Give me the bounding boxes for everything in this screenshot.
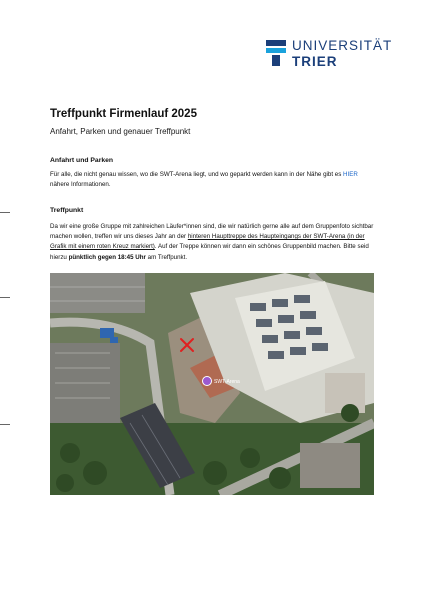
page-title: Treffpunkt Firmenlauf 2025	[50, 108, 197, 120]
paragraph-anfahrt	[50, 170, 375, 190]
page-subtitle: Anfahrt, Parken und genauer Treffpunkt	[50, 127, 191, 136]
university-logo	[266, 38, 393, 70]
margin-mark	[0, 212, 10, 213]
paragraph-treffpunkt	[50, 222, 375, 263]
paragraph-text: Da wir eine große Gruppe mit zahlreichen Läufer*innen sind, die wir natürlich gerne alle auf dem Gruppenfoto sichtbar machen wollen, treffen wir uns dieses Jahr an der	[50, 223, 374, 241]
meeting-point-text: hinteren Haupttreppe des Haupteingangs der SWT-Arena (in der Grafik mit einem roten Kreuz markiert)	[50, 233, 365, 251]
margin-mark	[0, 424, 10, 425]
section-heading-anfahrt: Anfahrt und Parken	[50, 157, 114, 164]
logo-name: UNIVERSITÄT	[292, 38, 393, 53]
logo-city: TRIER	[292, 54, 338, 69]
margin-mark	[0, 297, 10, 298]
map-pin-label: SWT-Arena	[214, 379, 240, 385]
logo-icon	[266, 40, 286, 66]
paragraph-text: nähere Informationen.	[50, 181, 111, 189]
paragraph-text: . Auf der Treppe können wir dann ein schönes Gruppenbild machen. Bitte seid hierzu	[50, 243, 369, 261]
info-link[interactable]: HIER	[343, 171, 358, 178]
paragraph-text: Für alle, die nicht genau wissen, wo die SWT-Arena liegt, und wo geparkt werden kann in der Nähe gibt es	[50, 171, 344, 178]
aerial-map-image	[50, 273, 374, 495]
meeting-time: pünktlich gegen 18:45 Uhr	[68, 253, 146, 261]
section-heading-treffpunkt: Treffpunkt	[50, 207, 84, 214]
paragraph-text: am Treffpunkt.	[145, 253, 188, 261]
